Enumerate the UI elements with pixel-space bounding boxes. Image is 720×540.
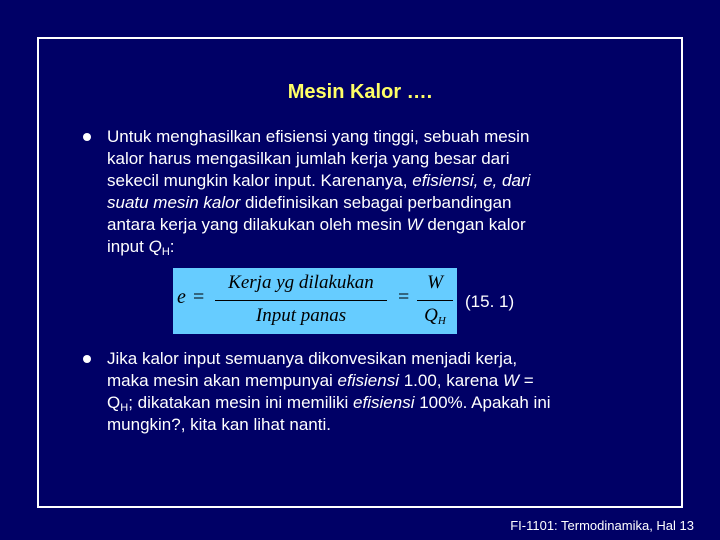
bullet-1-text (107, 126, 647, 258)
fraction-denominator: Input panas (255, 305, 347, 326)
fraction-bar (417, 300, 453, 301)
subscript: H (120, 402, 129, 414)
bullet-1-line (107, 170, 647, 192)
fraction-numerator: W (427, 272, 443, 293)
equation-label: (15. 1) (465, 292, 515, 311)
italic-span: Q (148, 237, 162, 256)
bullet-1-line (107, 214, 647, 236)
bullet-2-line (107, 370, 647, 392)
text-span: didefinisikan sebagai perbandingan (240, 193, 512, 212)
text-span: Untuk menghasilkan efisiensi yang tinggi, sebuah mesin (107, 127, 530, 146)
fraction-word (211, 272, 391, 327)
subscript: H (437, 315, 446, 327)
text-span: kalor harus mengasilkan jumlah kerja yang besar dari (107, 149, 510, 168)
equation-box (173, 268, 457, 334)
bullet-2-line (107, 348, 647, 370)
text-span: = (518, 371, 534, 390)
italic-span: W (502, 371, 519, 390)
bullet-2-line (107, 414, 647, 436)
text-span: antara kerja yang dilakukan oleh mesin (107, 215, 407, 234)
text-span: : (169, 237, 175, 256)
bullet-1-line (107, 192, 647, 214)
bullet-dot-icon (83, 355, 91, 363)
bullet-2-text (107, 348, 647, 436)
bullet-dot-icon (83, 133, 91, 141)
italic-span: efisiensi, e, dari (412, 171, 531, 190)
text-span: input (107, 237, 149, 256)
text-span: maka mesin akan mempunyai (107, 371, 338, 390)
slide-footer: FI-1101: Termodinamika, Hal 13 (510, 518, 694, 533)
equals-sign: = (193, 286, 205, 308)
bullet-1-line (107, 236, 647, 258)
text-span: 100%. Apakah ini (414, 393, 551, 412)
italic-span: suatu mesin kalor (107, 193, 241, 212)
text-span: ; dikatakan mesin ini memiliki (128, 393, 354, 412)
equation-lhs: e (177, 286, 186, 308)
bullet-1-line (107, 148, 647, 170)
bullet-2-line (107, 392, 647, 414)
bullet-1-line (107, 126, 647, 148)
fraction-symbol (417, 272, 453, 327)
text-span: Q (424, 305, 438, 326)
equals-sign: = (398, 286, 410, 308)
fraction-numerator: Kerja yg dilakukan (228, 272, 374, 293)
fraction-bar (215, 300, 387, 301)
text-span: sekecil mungkin kalor input. Karenanya, (107, 171, 413, 190)
italic-span: W (406, 215, 423, 234)
text-span: Q (107, 393, 121, 412)
text-span: dengan kalor (422, 215, 526, 234)
fraction-denominator (417, 305, 453, 327)
text-span: mungkin?, kita kan lihat nanti. (107, 415, 331, 434)
text-span: Jika kalor input semuanya dikonvesikan menjadi kerja, (107, 349, 518, 368)
slide-title: Mesin Kalor …. (287, 81, 433, 103)
italic-span: efisiensi (337, 371, 399, 390)
italic-span: efisiensi (353, 393, 415, 412)
subscript: H (161, 246, 170, 258)
text-span: 1.00, karena (398, 371, 503, 390)
